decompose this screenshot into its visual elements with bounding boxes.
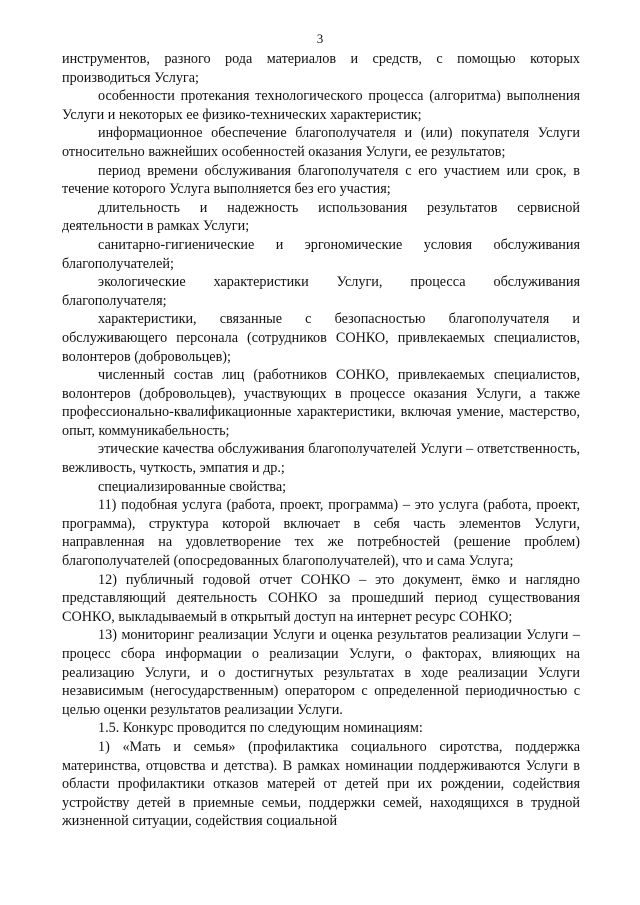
- paragraph-process-features: особенности протекания технологического процесса (алгоритма) выполнения Услуги и некоторых ее физико-технических характеристик;: [62, 88, 580, 123]
- paragraph-ecological: экологические характеристики Услуги, процесса обслуживания благополучателя;: [62, 274, 580, 309]
- paragraph-ethics: этические качества обслуживания благополучателей Услуги – ответственность, вежливость, чуткость, эмпатия и др.;: [62, 441, 580, 477]
- paragraph-item-12: 12) публичный годовой отчет СОНКО – это документ, ёмко и наглядно представляющий деятельность СОНКО за прошедший период существования СОНКО, выкладываемый в открытый доступ на интернет ресурс СОНКО;: [62, 571, 580, 625]
- paragraph-continued: инструментов, разного рода материалов и средств, с помощью которых производиться Услуга;: [62, 51, 580, 86]
- paragraph-information-support: информационное обеспечение благополучателя и (или) покупателя Услуги относительно важнейших особенностей оказания Услуги, ее результатов;: [62, 125, 580, 160]
- page-number: 3: [316, 31, 324, 46]
- paragraph-item-13: 13) мониторинг реализации Услуги и оценка результатов реализации Услуги – процесс сбора информации о реализации Услуги, о факторах, влияющих на реализацию Услуги, и о достигнутых результатах в ходе реализации Услуги независимым (негосударственным) оператором с определенной периодичностью с целью оценки результатов реализации Услуги.: [62, 627, 580, 718]
- document-body: [62, 50, 580, 831]
- paragraph-service-period: период времени обслуживания благополучателя с его участием или срок, в течение которого Услуга выполняется без его участия;: [62, 162, 580, 198]
- paragraph-durability: длительность и надежность использования результатов сервисной деятельности в рамках Услуги;: [62, 199, 580, 235]
- paragraph-specialized: специализированные свойства;: [98, 478, 287, 495]
- paragraph-item-11: 11) подобная услуга (работа, проект, программа) – это услуга (работа, проект, программа), структура которой включает в себя часть элементов Услуги, направленная на удовлетворение тех же потребностей (решение проблем) благополучателей (опосредованных благополучателей), что и сама Услуга;: [62, 497, 580, 570]
- paragraph-safety: характеристики, связанные с безопасностью благополучателя и обслуживающего персонала (сотрудников СОНКО, привлекаемых специалистов, волонтеров (добровольцев);: [62, 311, 580, 365]
- paragraph-staff-composition: численный состав лиц (работников СОНКО, привлекаемых специалистов, волонтеров (добровольцев), участвующих в процессе оказания Услуги, а также профессионально-квалификационные характеристики, включая умение, мастерство, опыт, коммуникабельность;: [62, 367, 580, 439]
- paragraph-section-1-5: 1.5. Конкурс проводится по следующим номинациям:: [98, 720, 423, 737]
- paragraph-nomination-1: 1) «Мать и семья» (профилактика социального сиротства, поддержка материнства, отцовства и детства). В рамках номинации поддерживаются Услуги в области профилактики отказов матерей от детей при их рождении, содействия устройству детей в приемные семьи, поддержки семей, находящихся в трудной жизненной ситуации, содействия социальной: [62, 738, 580, 830]
- paragraph-sanitary-conditions: санитарно-гигиенические и эргономические условия обслуживания благополучателей;: [62, 236, 580, 272]
